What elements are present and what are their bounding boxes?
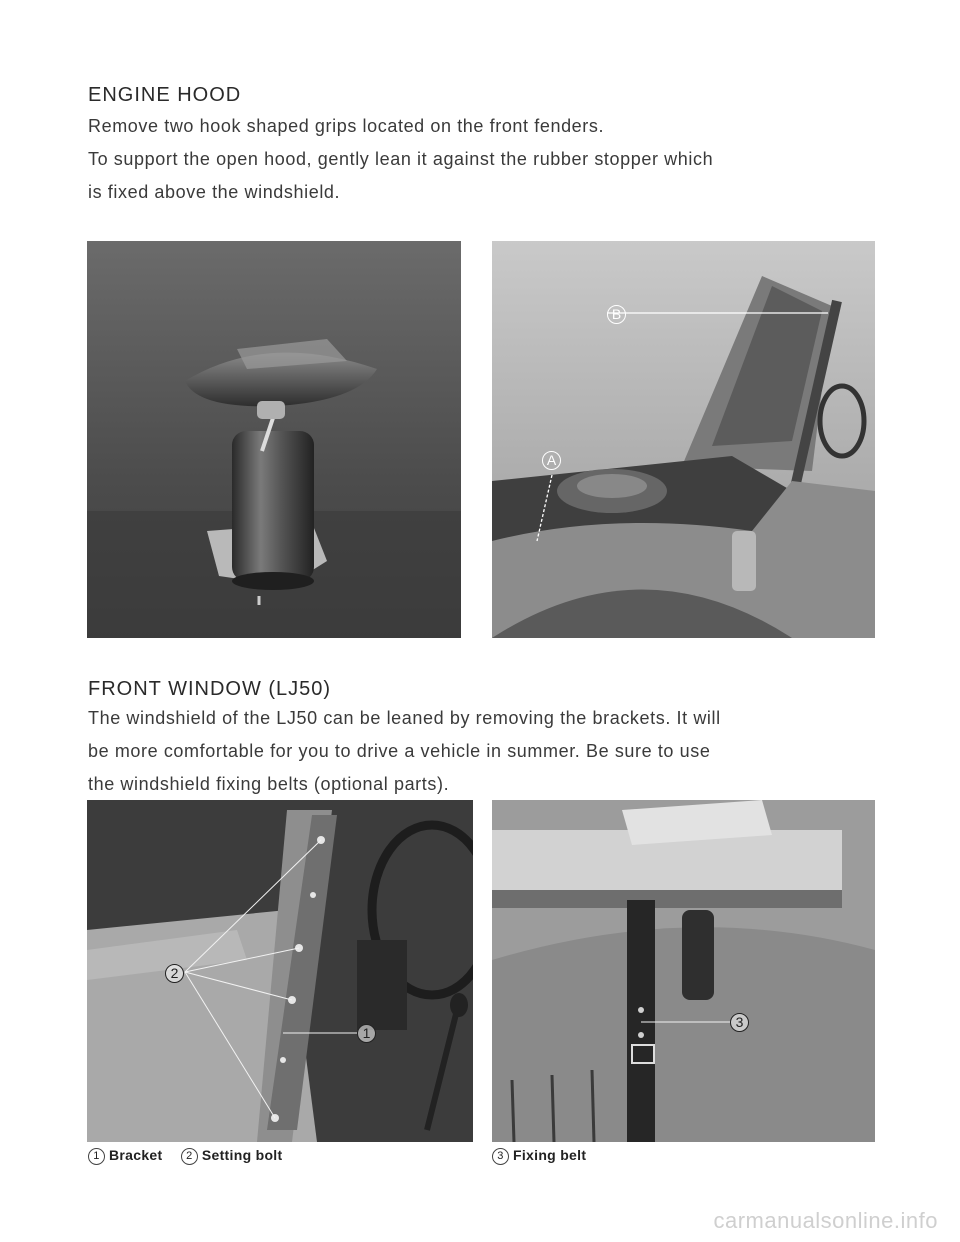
caption-number: 2: [181, 1148, 198, 1165]
caption-right: [492, 1147, 586, 1165]
section-title-front-window: FRONT WINDOW (LJ50): [88, 678, 332, 700]
caption-label-setting-bolt: Setting bolt: [201, 1147, 283, 1163]
front-window-paragraph: [88, 702, 888, 801]
caption-left: [88, 1147, 282, 1165]
caption-label-bracket: Bracket: [109, 1147, 163, 1163]
paragraph-line: The windshield of the LJ50 can be leaned by removing the brackets. It will: [88, 708, 721, 728]
callout-2-setting-bolt: 2: [165, 964, 184, 983]
callout-b: B: [607, 305, 626, 324]
paragraph-line: be more comfortable for you to drive a vehicle in summer. Be sure to use: [88, 741, 711, 761]
callout-a: A: [542, 451, 561, 470]
caption-label-fixing-belt: Fixing belt: [513, 1147, 587, 1163]
engine-hood-paragraph: [88, 110, 888, 209]
callout-1-bracket: 1: [357, 1024, 376, 1043]
fixing-belt-photo: [492, 800, 875, 1142]
section-title-engine-hood: ENGINE HOOD: [88, 84, 242, 106]
callout-3-fixing-belt: 3: [730, 1013, 749, 1032]
paragraph-line: To support the open hood, gently lean it against the rubber stopper which: [88, 149, 714, 169]
caption-number: 3: [492, 1148, 509, 1165]
site-watermark: carmanualsonline.info: [713, 1208, 938, 1233]
paragraph-line: is fixed above the windshield.: [88, 182, 341, 202]
open-hood-photo: [492, 241, 875, 638]
caption-number: 1: [88, 1148, 105, 1165]
bracket-photo: [87, 800, 473, 1142]
paragraph-line: the windshield fixing belts (optional parts).: [88, 774, 450, 794]
hook-grip-photo: [87, 241, 461, 638]
paragraph-line: Remove two hook shaped grips located on the front fenders.: [88, 116, 605, 136]
